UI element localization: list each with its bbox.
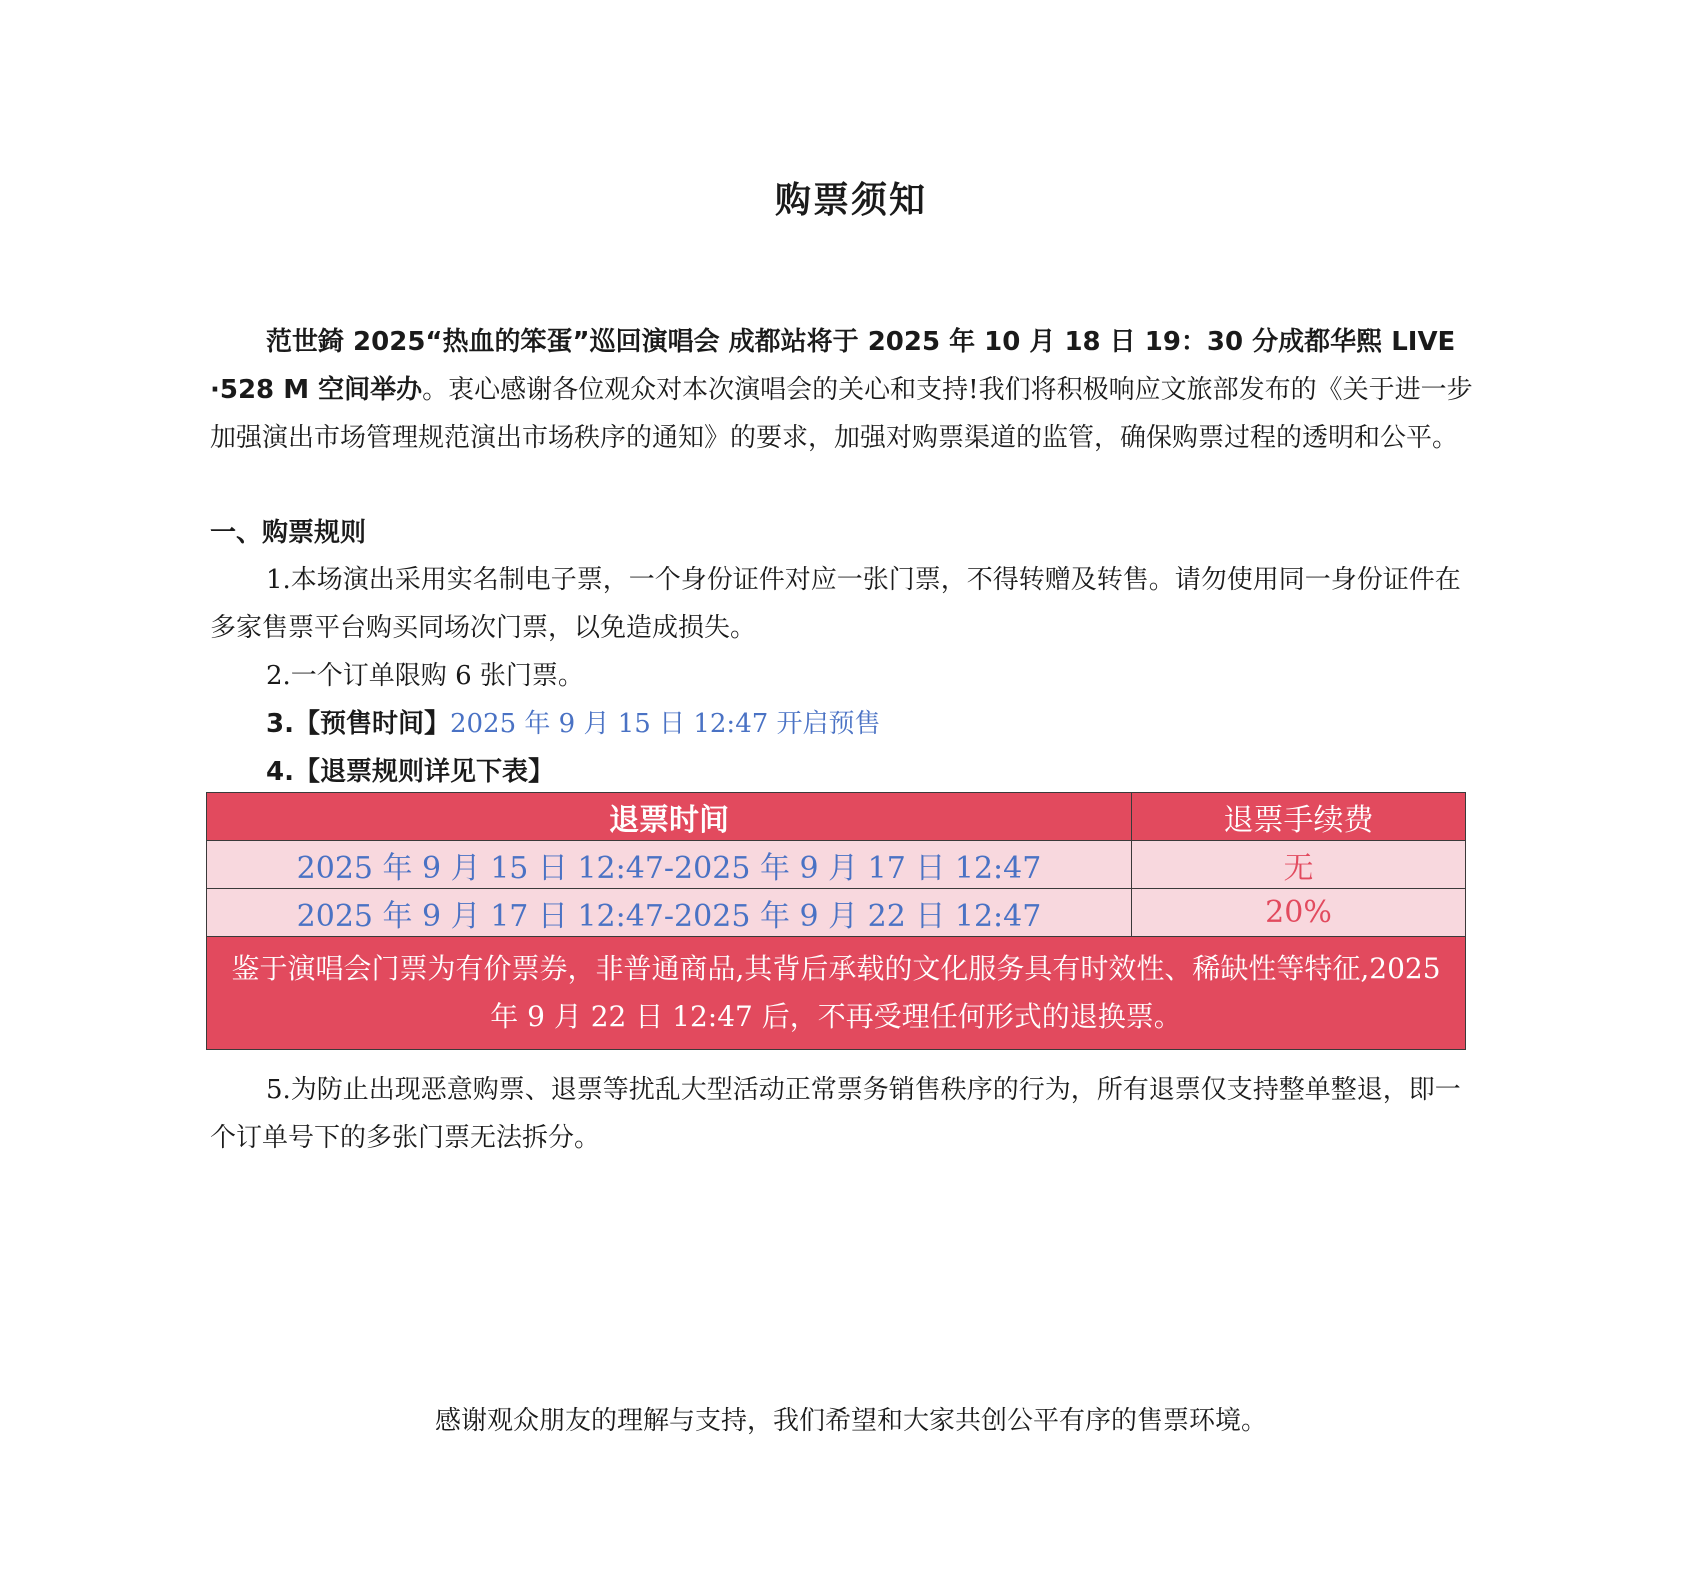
rule-4-refund-table-note: 4.【退票规则详见下表】	[266, 757, 554, 787]
header-refund-fee: 退票手续费	[1132, 793, 1466, 841]
refund-fee-cell: 无	[1132, 841, 1466, 889]
presale-time: 2025 年 9 月 15 日 12:47 开启预售	[449, 709, 881, 739]
refund-table-header	[207, 793, 1466, 841]
page-title: 购票须知	[774, 180, 927, 221]
refund-table	[206, 792, 1466, 1050]
presale-label: 3.【预售时间】	[266, 709, 450, 739]
table-row	[207, 841, 1466, 889]
refund-fee-cell: 20%	[1132, 889, 1466, 937]
rule-1-real-name: 1.本场演出采用实名制电子票，一个身份证件对应一张门票，不得转赠及转售。请勿使用同一身份证件在多家售票平台购买同场次门票，以免造成损失。	[210, 565, 1461, 643]
section-title-purchase-rules: 一、购票规则	[210, 518, 367, 548]
refund-notice: 鉴于演唱会门票为有价票券，非普通商品,其背后承载的文化服务具有时效性、稀缺性等特征,2025 年 9 月 22 日 12:47 后，不再受理任何形式的退换票。	[207, 937, 1466, 1050]
header-refund-time: 退票时间	[207, 793, 1132, 841]
intro-paragraph	[210, 318, 1480, 462]
refund-time-cell: 2025 年 9 月 15 日 12:47-2025 年 9 月 17 日 12:47	[207, 841, 1132, 889]
rule-3-presale	[210, 700, 1480, 748]
refund-notice-row	[207, 937, 1466, 1050]
intro-statement: 。衷心感谢各位观众对本次演唱会的关心和支持!我们将积极响应文旅部发布的《关于进一步加强演出市场管理规范演出市场秩序的通知》的要求，加强对购票渠道的监管，确保购票过程的透明和公平。	[210, 375, 1473, 453]
table-row	[207, 889, 1466, 937]
rule-5-whole-order-refund: 5.为防止出现恶意购票、退票等扰乱大型活动正常票务销售秩序的行为，所有退票仅支持整单整退，即一个订单号下的多张门票无法拆分。	[210, 1075, 1461, 1153]
refund-time-cell: 2025 年 9 月 17 日 12:47-2025 年 9 月 22 日 12:47	[207, 889, 1132, 937]
thanks-message: 感谢观众朋友的理解与支持，我们希望和大家共创公平有序的售票环境。	[434, 1406, 1267, 1436]
intro-event-info: 范世錡 2025“热血的笨蛋”巡回演唱会 成都站将于 2025 年 10 月 18 日 19：30 分成都华熙 LIVE ·528 M 空间举办	[210, 327, 1456, 405]
rule-2-order-limit: 2.一个订单限购 6 张门票。	[266, 661, 584, 691]
